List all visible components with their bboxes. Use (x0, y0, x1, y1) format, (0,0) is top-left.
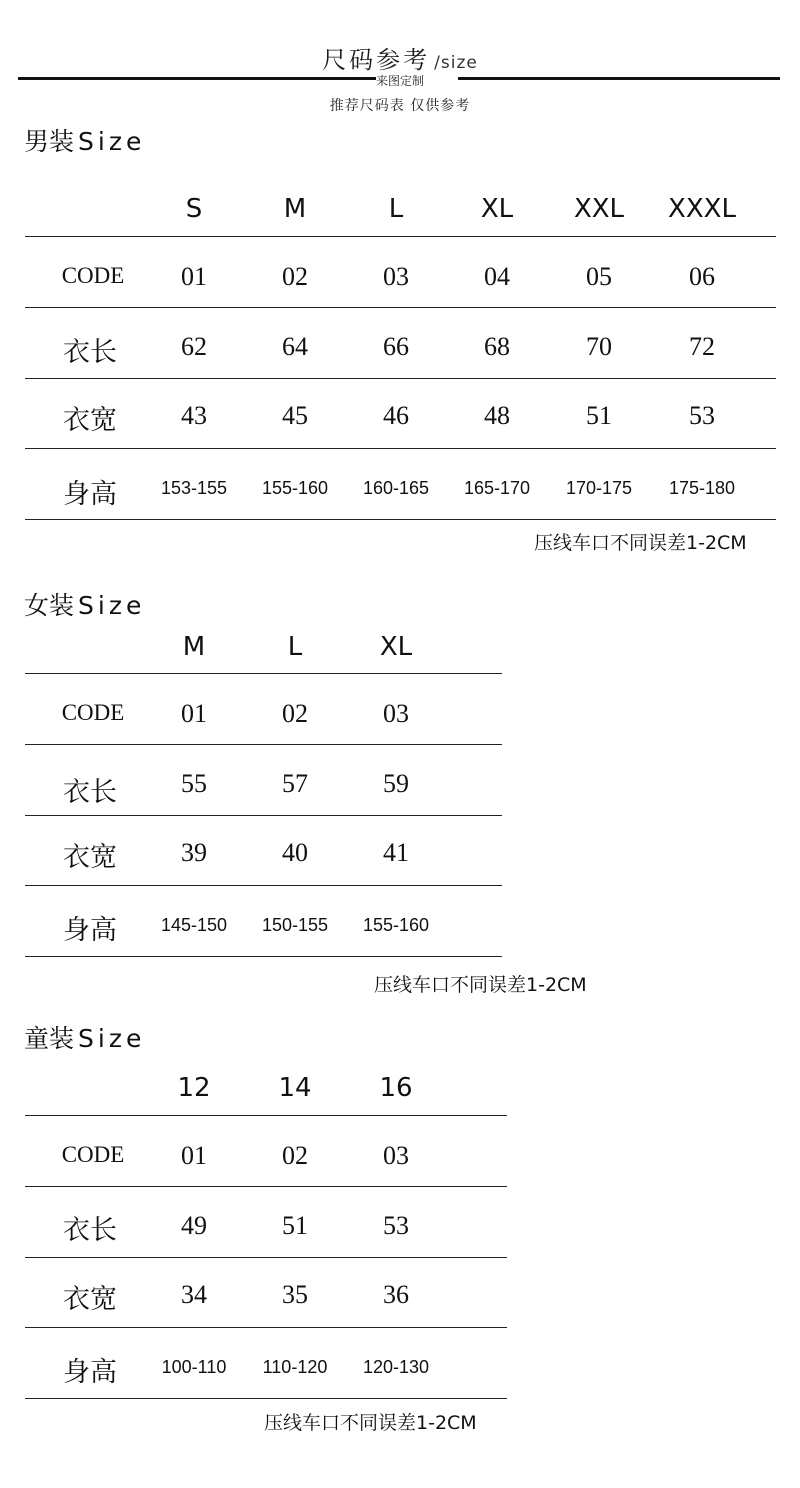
men-height-cell: 175-180 (668, 478, 736, 498)
men-code-cell: 03 (383, 262, 409, 291)
row-divider (25, 1186, 507, 1187)
men-code-cell: 05 (586, 262, 612, 291)
men-height-cell: 155-160 (261, 478, 329, 498)
men-size-header: S (185, 194, 203, 224)
men-title-en: Size (78, 127, 146, 156)
kids-size-header: 14 (278, 1073, 312, 1103)
women-size-header: L (287, 632, 303, 662)
women-width-label: 衣宽 (63, 842, 117, 873)
men-length-cell: 64 (282, 332, 308, 361)
row-divider (25, 1398, 507, 1399)
row-divider (25, 885, 502, 886)
men-height-cell: 160-165 (362, 478, 430, 498)
kids-section-title (24, 1019, 145, 1055)
men-length-label: 衣长 (63, 337, 117, 368)
men-length-cell: 70 (586, 332, 612, 361)
row-divider (25, 744, 502, 745)
men-size-header: L (388, 194, 404, 224)
kids-length-cell: 53 (383, 1211, 409, 1240)
women-title-cn: 女装 (24, 591, 75, 620)
kids-code-cell: 03 (383, 1141, 409, 1170)
row-divider (25, 815, 502, 816)
women-length-cell: 55 (181, 769, 207, 798)
men-code-cell: 04 (484, 262, 510, 291)
page-title (0, 40, 800, 75)
kids-title-en: Size (78, 1024, 146, 1053)
row-divider (25, 378, 776, 379)
men-length-cell: 62 (181, 332, 207, 361)
men-code-label: CODE (61, 263, 125, 288)
kids-size-header: 16 (379, 1073, 413, 1103)
kids-width-cell: 35 (282, 1280, 308, 1309)
women-length-label: 衣长 (63, 777, 117, 808)
kids-height-cell: 100-110 (161, 1357, 227, 1377)
kids-tolerance-note: 压线车口不同误差1-2CM (264, 1412, 477, 1434)
row-divider (25, 1257, 507, 1258)
women-height-cell: 145-150 (160, 915, 228, 935)
kids-length-label: 衣长 (63, 1215, 117, 1246)
men-width-cell: 48 (484, 401, 510, 430)
men-size-header: XXXL (668, 194, 736, 224)
row-divider (25, 448, 776, 449)
row-divider (25, 1115, 507, 1116)
women-size-header: M (182, 632, 206, 662)
men-size-header: XL (480, 194, 514, 224)
women-length-cell: 59 (383, 769, 409, 798)
men-height-label: 身高 (63, 479, 117, 510)
row-divider (25, 956, 502, 957)
women-section-title (24, 586, 145, 622)
men-height-cell: 153-155 (160, 478, 228, 498)
men-size-header: M (283, 194, 307, 224)
men-length-cell: 68 (484, 332, 510, 361)
women-tolerance-note: 压线车口不同误差1-2CM (374, 974, 587, 996)
women-code-cell: 03 (383, 699, 409, 728)
men-length-cell: 72 (689, 332, 715, 361)
men-width-cell: 51 (586, 401, 612, 430)
title-chinese: 尺码参考 (322, 46, 431, 74)
men-height-cell: 165-170 (463, 478, 531, 498)
men-width-cell: 43 (181, 401, 207, 430)
kids-code-label: CODE (61, 1142, 125, 1167)
row-divider (25, 307, 776, 308)
women-length-cell: 57 (282, 769, 308, 798)
men-width-cell: 46 (383, 401, 409, 430)
women-height-cell: 155-160 (362, 915, 430, 935)
women-width-cell: 39 (181, 838, 207, 867)
kids-width-label: 衣宽 (63, 1284, 117, 1315)
kids-length-cell: 49 (181, 1211, 207, 1240)
row-divider (25, 673, 502, 674)
men-section-title (24, 122, 145, 158)
header-subtitle: 来图定制 (375, 74, 424, 88)
women-code-cell: 02 (282, 699, 308, 728)
women-width-cell: 40 (282, 838, 308, 867)
kids-height-label: 身高 (63, 1357, 117, 1388)
men-code-cell: 06 (689, 262, 715, 291)
kids-size-header: 12 (177, 1073, 211, 1103)
women-code-label: CODE (61, 700, 125, 725)
kids-height-cell: 110-120 (262, 1357, 328, 1377)
kids-height-cell: 120-130 (362, 1357, 430, 1377)
men-width-label: 衣宽 (63, 405, 117, 436)
men-width-cell: 53 (689, 401, 715, 430)
row-divider (25, 519, 776, 520)
header-note: 推荐尺码表 仅供参考 (329, 98, 471, 114)
women-size-header: XL (379, 632, 413, 662)
row-divider (25, 236, 776, 237)
men-length-cell: 66 (383, 332, 409, 361)
kids-title-cn: 童装 (24, 1024, 75, 1053)
title-english: /size (434, 53, 478, 73)
women-title-en: Size (78, 591, 146, 620)
men-code-cell: 02 (282, 262, 308, 291)
women-width-cell: 41 (383, 838, 409, 867)
men-code-cell: 01 (181, 262, 207, 291)
men-width-cell: 45 (282, 401, 308, 430)
men-title-cn: 男装 (24, 127, 75, 156)
kids-width-cell: 36 (383, 1280, 409, 1309)
women-height-cell: 150-155 (261, 915, 329, 935)
men-height-cell: 170-175 (565, 478, 633, 498)
row-divider (25, 1327, 507, 1328)
men-size-header: XXL (573, 194, 625, 224)
men-tolerance-note: 压线车口不同误差1-2CM (534, 532, 747, 554)
kids-code-cell: 01 (181, 1141, 207, 1170)
women-code-cell: 01 (181, 699, 207, 728)
kids-width-cell: 34 (181, 1280, 207, 1309)
women-height-label: 身高 (63, 915, 117, 946)
kids-length-cell: 51 (282, 1211, 308, 1240)
kids-code-cell: 02 (282, 1141, 308, 1170)
